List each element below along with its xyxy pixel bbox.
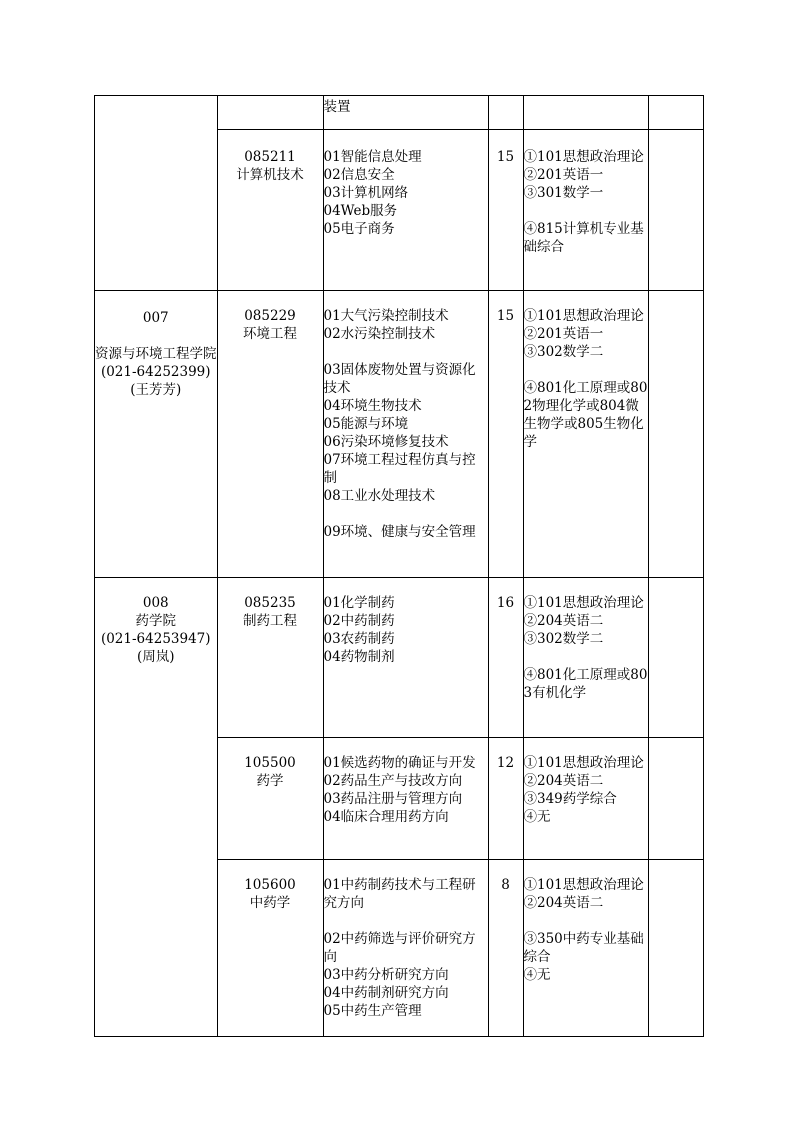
school-phone: (021-64253947) (100, 631, 211, 647)
directions-cell (323, 860, 488, 1037)
direction-line: 02中药制药 (323, 613, 395, 629)
direction-line: 08工业水处理技术 (323, 488, 436, 504)
school-contact: (周岚) (136, 649, 175, 665)
subject-line: ②204英语二 (523, 895, 604, 911)
subjects-cell (523, 738, 648, 860)
major-cell (217, 578, 323, 738)
direction-spacer (324, 912, 488, 930)
subject-line: ①101思想政治理论 (523, 755, 644, 771)
enrollment-count: 12 (496, 755, 515, 771)
subject-spacer (524, 648, 648, 666)
direction-line: 01大气污染控制技术 (323, 308, 449, 324)
school-cell (95, 96, 218, 291)
direction-line: 02药品生产与技改方向 (323, 773, 463, 789)
school-cell (95, 578, 218, 1037)
subject-line: ④无 (523, 809, 551, 825)
direction-line: 03计算机网络 (323, 185, 409, 201)
subject-line: ③301数学一 (523, 185, 604, 201)
enrollment-count: 16 (496, 595, 515, 611)
subject-line: ①101思想政治理论 (523, 149, 644, 165)
direction-line: 01智能信息处理 (323, 149, 422, 165)
school-code: 008 (142, 595, 169, 611)
direction-line: 装置 (323, 99, 351, 115)
major-code: 085235 (244, 595, 296, 611)
note-cell (648, 291, 703, 578)
direction-line: 02水污染控制技术 (323, 326, 436, 342)
note-cell (648, 96, 703, 130)
direction-line: 05电子商务 (323, 221, 395, 237)
direction-line: 04临床合理用药方向 (323, 809, 449, 825)
major-code: 105500 (244, 755, 296, 771)
subjects-cell (523, 96, 648, 130)
note-cell (648, 130, 703, 291)
school-contact: (王芳芳) (130, 382, 182, 398)
direction-line: 09环境、健康与安全管理 (323, 524, 476, 540)
enrollment-count: 15 (496, 308, 515, 324)
direction-spacer (324, 505, 488, 523)
subject-line: ②204英语二 (523, 613, 604, 629)
subject-line: ①101思想政治理论 (523, 877, 644, 893)
subject-line: ②201英语一 (523, 167, 604, 183)
note-cell (648, 738, 703, 860)
count-cell (488, 738, 523, 860)
subject-line: ②204英语二 (523, 773, 604, 789)
enrollment-count: 15 (496, 149, 515, 165)
major-name: 中药学 (249, 895, 291, 911)
major-cell (217, 738, 323, 860)
school-name: 药学院 (135, 613, 176, 629)
major-cell (217, 860, 323, 1037)
school-code: 007 (142, 310, 169, 326)
subject-spacer (524, 202, 648, 220)
direction-line: 05中药生产管理 (323, 1003, 422, 1019)
direction-line: 07环境工程过程仿真与控制 (323, 452, 476, 486)
major-code: 085229 (244, 308, 296, 324)
major-code: 085211 (244, 149, 296, 165)
directions-cell (323, 738, 488, 860)
major-cell (217, 291, 323, 578)
subject-spacer (524, 361, 648, 379)
count-cell (488, 860, 523, 1037)
enrollment-count: 8 (501, 877, 510, 893)
direction-line: 03农药制药 (323, 631, 395, 647)
subject-line: ③350中药专业基础综合 (523, 931, 644, 965)
subject-line: ①101思想政治理论 (523, 308, 644, 324)
direction-line: 04药物制剂 (323, 649, 395, 665)
direction-line: 04Web服务 (323, 203, 398, 219)
directions-cell (323, 291, 488, 578)
direction-line: 02信息安全 (323, 167, 395, 183)
direction-line: 01化学制药 (323, 595, 395, 611)
admissions-table (94, 95, 704, 1037)
note-cell (648, 578, 703, 738)
subject-spacer (524, 912, 648, 930)
subject-line: ④801化工原理或803有机化学 (523, 667, 648, 701)
subjects-cell (523, 578, 648, 738)
major-cell (217, 96, 323, 130)
direction-line: 04中药制剂研究方向 (323, 985, 449, 1001)
subject-line: ②201英语一 (523, 326, 604, 342)
count-cell (488, 291, 523, 578)
direction-spacer (324, 343, 488, 361)
direction-line: 04环境生物技术 (323, 398, 422, 414)
major-code: 105600 (244, 877, 296, 893)
subject-line: ④801化工原理或802物理化学或804微生物学或805生物化学 (523, 380, 648, 450)
direction-line: 06污染环境修复技术 (323, 434, 449, 450)
direction-line: 05能源与环境 (323, 416, 409, 432)
directions-cell (323, 578, 488, 738)
subject-line: ③349药学综合 (523, 791, 617, 807)
direction-line: 01候选药物的确证与开发 (323, 755, 476, 771)
subject-line: ③302数学二 (523, 344, 604, 360)
subject-line: ④无 (523, 967, 551, 983)
subjects-cell (523, 130, 648, 291)
direction-line: 01中药制药技术与工程研究方向 (323, 877, 476, 911)
school-spacer (95, 327, 217, 345)
subjects-cell (523, 860, 648, 1037)
school-name: 资源与环境工程学院 (95, 346, 217, 362)
subject-line: ③302数学二 (523, 631, 604, 647)
count-cell (488, 130, 523, 291)
note-cell (648, 860, 703, 1037)
direction-line: 03固体废物处置与资源化技术 (323, 362, 476, 396)
count-cell (488, 96, 523, 130)
major-name: 环境工程 (243, 326, 297, 342)
directions-cell (323, 96, 488, 130)
count-cell (488, 578, 523, 738)
table-row (95, 578, 704, 738)
subject-line: ①101思想政治理论 (523, 595, 644, 611)
direction-line: 02中药筛选与评价研究方向 (323, 931, 476, 965)
direction-line: 03中药分析研究方向 (323, 967, 449, 983)
major-name: 制药工程 (243, 613, 297, 629)
major-name: 计算机技术 (236, 167, 304, 183)
subject-line: ④815计算机专业基础综合 (523, 221, 644, 255)
school-cell (95, 291, 218, 578)
major-cell (217, 130, 323, 291)
subjects-cell (523, 291, 648, 578)
direction-line: 03药品注册与管理方向 (323, 791, 463, 807)
major-name: 药学 (256, 773, 284, 789)
directions-cell (323, 130, 488, 291)
table-row (95, 96, 704, 130)
school-phone: (021-64252399) (100, 364, 211, 380)
table-row (95, 291, 704, 578)
